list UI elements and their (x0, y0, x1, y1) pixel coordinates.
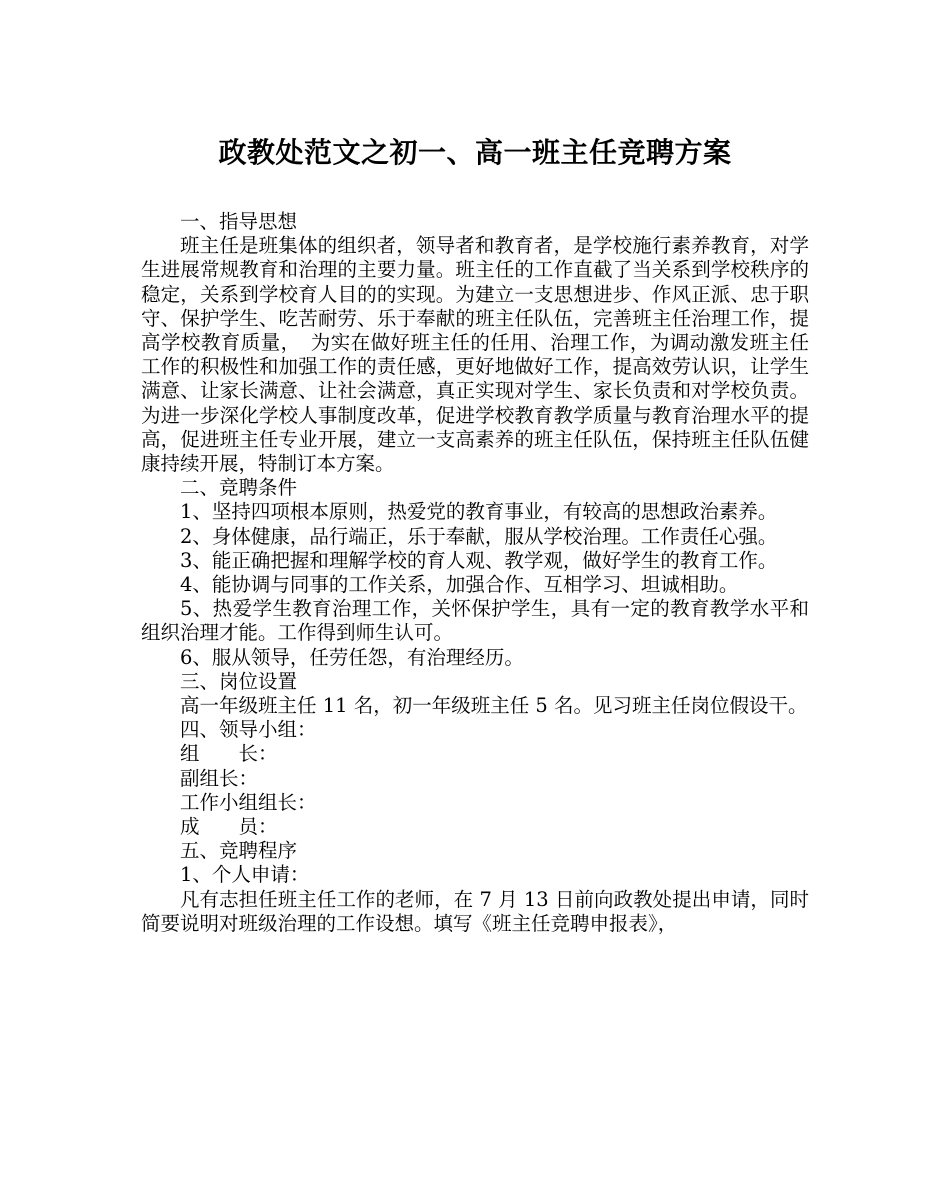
list-item: 3、能正确把握和理解学校的育人观、教学观，做好学生的教育工作。 (180, 548, 778, 572)
section-heading: 三、岗位设置 (180, 669, 298, 693)
section-heading: 二、竞聘条件 (180, 476, 298, 500)
role-line: 副组长： (180, 766, 259, 790)
list-item: 1、坚持四项根本原则，热爱党的教育事业，有较高的思想政治素养。 (180, 500, 778, 524)
role-line: 成 员： (180, 815, 278, 839)
section-heading: 四、领导小组： (180, 718, 317, 742)
section-heading: 一、指导思想 (180, 210, 298, 233)
list-item: 6、服从领导，任劳任怨，有治理经历。 (180, 645, 524, 669)
list-item: 2、身体健康，品行端正，乐于奉献，服从学校治理。工作责任心强。 (180, 524, 778, 548)
list-item: 4、能协调与同事的工作关系，加强合作、互相学习、坦诚相助。 (180, 573, 739, 597)
subsection-heading: 1、个人申请： (180, 863, 310, 887)
document-body (141, 210, 809, 936)
document-title: 政教处范文之初一、高一班主任竞聘方案 (218, 136, 732, 169)
role-line: 工作小组组长： (180, 790, 317, 814)
paragraph: 高一年级班主任 11 名，初一年级班主任 5 名。见习班主任岗位假设干。 (180, 694, 808, 718)
list-item: 5、热爱学生教育治理工作，关怀保护学生，具有一定的教育教学水平和组织治理才能。工作得到师生认可。 (141, 597, 809, 645)
role-line: 组 长： (180, 742, 278, 766)
section-heading: 五、竞聘程序 (180, 839, 298, 863)
paragraph: 班主任是班集体的组织者，领导者和教育者，是学校施行素养教育，对学生进展常规教育和治理的主要力量。班主任的工作直截了当关系到学校秩序的稳定，关系到学校育人目的的实现。为建立一支思想进步、作风正派、忠于职守、保护学生、吃苦耐劳、乐于奉献的班主任队伍，完善班主任治理工作，提高学校教育质量， 为实在做好班主任的任用、治理工作，为调动激发班主任工作的积极性和加强工作的责任感，更好地做好工作，提高效劳认识，让学生满意、让家长满意、让社会满意，真正实现对学生、家长负责和对学校负责。为进一步深化学校人事制度改革，促进学校教育教学质量与教育治理水平的提高，促进班主任专业开展，建立一支高素养的班主任队伍，保持班主任队伍健康持续开展，特制订本方案。 (141, 234, 809, 476)
paragraph: 凡有志担任班主任工作的老师，在 7 月 13 日前向政教处提出申请，同时简要说明对班级治理的工作设想。填写《班主任竞聘申报表》， (141, 887, 809, 935)
